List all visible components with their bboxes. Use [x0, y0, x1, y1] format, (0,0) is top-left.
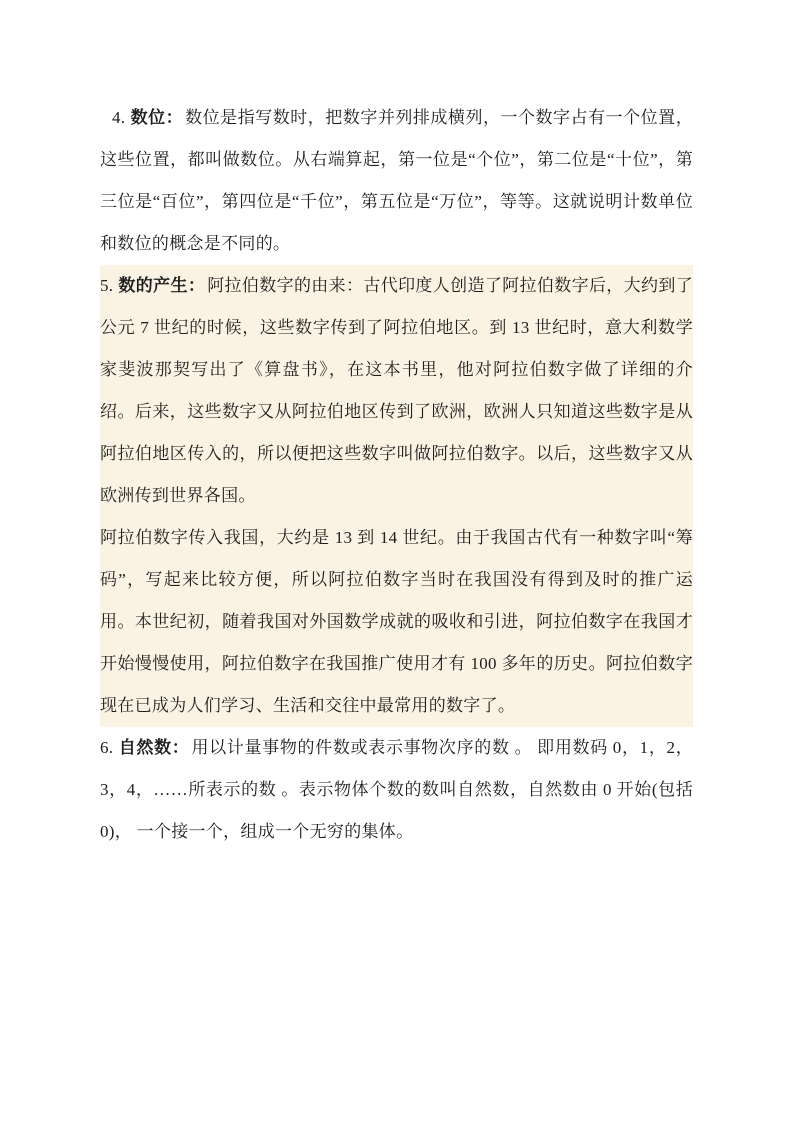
term-label: 自然数： — [118, 738, 190, 757]
term-label: 数的产生： — [118, 276, 206, 295]
term-label: 数位： — [130, 108, 184, 127]
paragraph-6-ziranshu — [100, 727, 693, 853]
paragraph-4-shuwei — [100, 97, 693, 265]
paragraph-body: 阿拉伯数字的由来：古代印度人创造了阿拉伯数字后，大约到了公元 7 世纪的时候，这些数字传到了阿拉伯地区。到 13 世纪时，意大利数学家斐波那契写出了《算盘书》，在这本书里，他对阿拉伯数字做了详细的介绍。后来，这些数字又从阿拉伯地区传到了欧洲，欧洲人只知道这些数字是从阿拉伯地区传入的，所以便把这些数字叫做阿拉伯数字。以后，这些数字又从欧洲传到世界各国。 — [100, 276, 694, 505]
item-number: 6. — [100, 738, 114, 757]
highlighted-block — [100, 265, 693, 727]
paragraph-5-shudechansheng — [100, 265, 693, 517]
paragraph-5-continued — [100, 517, 693, 727]
item-number: 5. — [100, 276, 114, 295]
item-number: 4. — [112, 108, 126, 127]
paragraph-body: 用以计量事物的件数或表示事物次序的数 。 即用数码 0，1，2，3，4，……所表示的数 。表示物体个数的数叫自然数，自然数由 0 开始(包括 0)， 一个接一个，组成一个无穷的集体。 — [100, 738, 693, 841]
text-block — [100, 97, 693, 853]
paragraph-body: 数位是指写数时，把数字并列排成横列，一个数字占有一个位置，这些位置，都叫做数位。从右端算起，第一位是“个位”，第二位是“十位”，第三位是“百位”，第四位是“千位”，第五位是“万位”，等等。这就说明计数单位和数位的概念是不同的。 — [100, 108, 693, 253]
paragraph-body: 阿拉伯数字传入我国，大约是 13 到 14 世纪。由于我国古代有一种数字叫“筹码”，写起来比较方便，所以阿拉伯数字当时在我国没有得到及时的推广运用。本世纪初，随着我国对外国数学成就的吸收和引进，阿拉伯数字在我国才开始慢慢使用，阿拉伯数字在我国推广使用才有 100 多年的历史。阿拉伯数字现在已成为人们学习、生活和交往中最常用的数字了。 — [100, 528, 693, 715]
